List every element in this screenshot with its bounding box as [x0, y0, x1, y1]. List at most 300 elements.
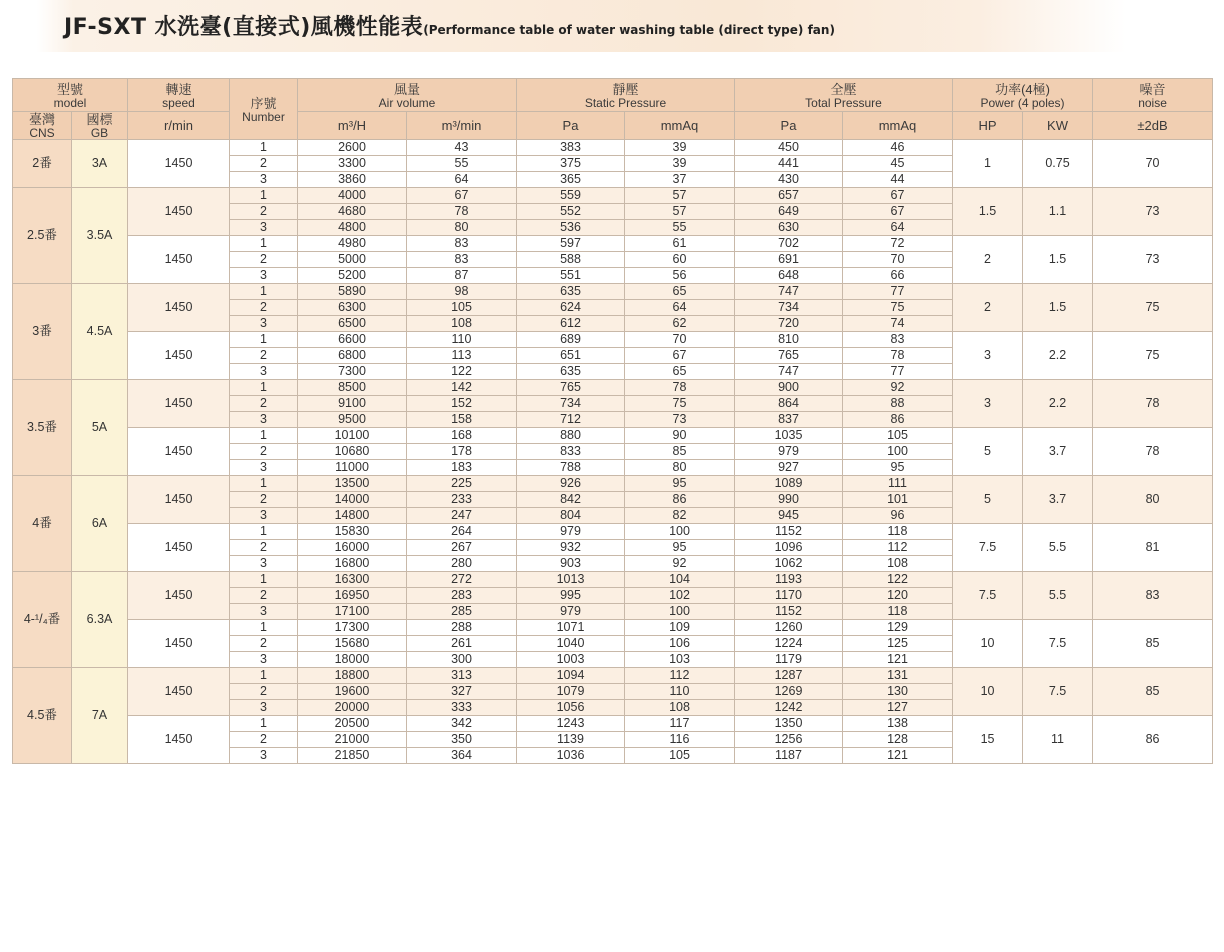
- speed-cell: 1450: [128, 332, 230, 380]
- air-m3min-cell: 142: [407, 380, 517, 396]
- header-total-pressure: [735, 79, 953, 112]
- air-m3min-cell: 364: [407, 748, 517, 764]
- total-pa-cell: 1287: [735, 668, 843, 684]
- number-cell: 3: [230, 412, 298, 428]
- header-total-unit-pa: Pa: [735, 112, 843, 140]
- static-mmaq-cell: 110: [625, 684, 735, 700]
- air-m3min-cell: 108: [407, 316, 517, 332]
- number-cell: 3: [230, 556, 298, 572]
- header-cns-zh: 臺灣: [28, 112, 55, 127]
- number-cell: 3: [230, 268, 298, 284]
- header-cns-en: CNS: [29, 126, 55, 140]
- total-mmaq-cell: 72: [843, 236, 953, 252]
- air-m3min-cell: 87: [407, 268, 517, 284]
- static-mmaq-cell: 62: [625, 316, 735, 332]
- air-m3min-cell: 83: [407, 252, 517, 268]
- number-cell: 3: [230, 604, 298, 620]
- total-mmaq-cell: 125: [843, 636, 953, 652]
- noise-cell: 85: [1093, 668, 1213, 716]
- total-mmaq-cell: 70: [843, 252, 953, 268]
- static-mmaq-cell: 75: [625, 396, 735, 412]
- total-mmaq-cell: 92: [843, 380, 953, 396]
- static-mmaq-cell: 82: [625, 508, 735, 524]
- total-pa-cell: 927: [735, 460, 843, 476]
- noise-cell: 75: [1093, 284, 1213, 332]
- air-m3h-cell: 3860: [298, 172, 407, 188]
- air-m3h-cell: 10680: [298, 444, 407, 460]
- number-cell: 3: [230, 508, 298, 524]
- total-pa-cell: 1035: [735, 428, 843, 444]
- table-row: [13, 284, 1213, 300]
- performance-table: [12, 78, 1213, 764]
- static-mmaq-cell: 92: [625, 556, 735, 572]
- air-m3min-cell: 105: [407, 300, 517, 316]
- air-m3h-cell: 18800: [298, 668, 407, 684]
- number-cell: 1: [230, 140, 298, 156]
- table-body: [13, 140, 1213, 764]
- power-hp-cell: 5: [953, 428, 1023, 476]
- static-mmaq-cell: 116: [625, 732, 735, 748]
- total-pa-cell: 1187: [735, 748, 843, 764]
- static-mmaq-cell: 95: [625, 476, 735, 492]
- number-cell: 2: [230, 732, 298, 748]
- power-hp-cell: 2: [953, 236, 1023, 284]
- total-mmaq-cell: 127: [843, 700, 953, 716]
- number-cell: 1: [230, 188, 298, 204]
- header-speed-en: speed: [162, 95, 195, 110]
- speed-cell: 1450: [128, 476, 230, 524]
- header-speed-unit: r/min: [128, 112, 230, 140]
- header-cns: [13, 112, 72, 140]
- noise-cell: 85: [1093, 620, 1213, 668]
- total-pa-cell: 1152: [735, 524, 843, 540]
- header-air-en: Air volume: [378, 95, 436, 110]
- air-m3min-cell: 158: [407, 412, 517, 428]
- number-cell: 1: [230, 380, 298, 396]
- static-pa-cell: 842: [517, 492, 625, 508]
- total-pa-cell: 1224: [735, 636, 843, 652]
- number-cell: 1: [230, 332, 298, 348]
- header-model-zh: 型號: [56, 81, 83, 97]
- header-static-en: Static Pressure: [584, 95, 667, 110]
- air-m3h-cell: 17300: [298, 620, 407, 636]
- air-m3h-cell: 9100: [298, 396, 407, 412]
- air-m3min-cell: 110: [407, 332, 517, 348]
- total-pa-cell: 450: [735, 140, 843, 156]
- power-kw-cell: 3.7: [1023, 476, 1093, 524]
- static-pa-cell: 365: [517, 172, 625, 188]
- total-mmaq-cell: 120: [843, 588, 953, 604]
- number-cell: 2: [230, 300, 298, 316]
- static-mmaq-cell: 80: [625, 460, 735, 476]
- static-pa-cell: 375: [517, 156, 625, 172]
- air-m3h-cell: 16000: [298, 540, 407, 556]
- total-mmaq-cell: 112: [843, 540, 953, 556]
- speed-cell: 1450: [128, 572, 230, 620]
- total-mmaq-cell: 74: [843, 316, 953, 332]
- model-cns: 3.5番: [13, 380, 72, 476]
- total-mmaq-cell: 111: [843, 476, 953, 492]
- number-cell: 1: [230, 236, 298, 252]
- total-pa-cell: 1193: [735, 572, 843, 588]
- static-pa-cell: 734: [517, 396, 625, 412]
- header-power-zh: 功率(4極): [995, 81, 1050, 97]
- header-noise-zh: 噪音: [1139, 81, 1166, 97]
- model-cns: 3番: [13, 284, 72, 380]
- speed-cell: 1450: [128, 188, 230, 236]
- number-cell: 3: [230, 700, 298, 716]
- header-total-zh: 全壓: [830, 81, 857, 97]
- total-pa-cell: 720: [735, 316, 843, 332]
- static-pa-cell: 765: [517, 380, 625, 396]
- noise-cell: 70: [1093, 140, 1213, 188]
- power-hp-cell: 1.5: [953, 188, 1023, 236]
- table-row: [13, 140, 1213, 156]
- power-hp-cell: 2: [953, 284, 1023, 332]
- header-air-unit-min: m³/min: [407, 112, 517, 140]
- table-row: [13, 428, 1213, 444]
- static-pa-cell: 903: [517, 556, 625, 572]
- air-m3h-cell: 3300: [298, 156, 407, 172]
- static-mmaq-cell: 55: [625, 220, 735, 236]
- total-mmaq-cell: 45: [843, 156, 953, 172]
- number-cell: 2: [230, 636, 298, 652]
- header-static-unit-mmaq: mmAq: [625, 112, 735, 140]
- air-m3h-cell: 10100: [298, 428, 407, 444]
- header-power-en: Power (4 poles): [980, 95, 1065, 110]
- static-pa-cell: 1013: [517, 572, 625, 588]
- static-mmaq-cell: 108: [625, 700, 735, 716]
- number-cell: 2: [230, 588, 298, 604]
- static-mmaq-cell: 103: [625, 652, 735, 668]
- air-m3h-cell: 14800: [298, 508, 407, 524]
- table-row: [13, 380, 1213, 396]
- static-pa-cell: 1079: [517, 684, 625, 700]
- air-m3h-cell: 21850: [298, 748, 407, 764]
- air-m3min-cell: 300: [407, 652, 517, 668]
- power-kw-cell: 2.2: [1023, 380, 1093, 428]
- power-kw-cell: 5.5: [1023, 524, 1093, 572]
- total-pa-cell: 630: [735, 220, 843, 236]
- model-gb: 3A: [72, 140, 128, 188]
- total-pa-cell: 430: [735, 172, 843, 188]
- number-cell: 3: [230, 748, 298, 764]
- air-m3min-cell: 122: [407, 364, 517, 380]
- static-pa-cell: 651: [517, 348, 625, 364]
- number-cell: 3: [230, 220, 298, 236]
- model-gb: 5A: [72, 380, 128, 476]
- air-m3h-cell: 7300: [298, 364, 407, 380]
- model-gb: 4.5A: [72, 284, 128, 380]
- header-power: [953, 79, 1093, 112]
- power-kw-cell: 2.2: [1023, 332, 1093, 380]
- static-pa-cell: 926: [517, 476, 625, 492]
- static-mmaq-cell: 112: [625, 668, 735, 684]
- table-row: [13, 668, 1213, 684]
- static-pa-cell: 880: [517, 428, 625, 444]
- air-m3min-cell: 247: [407, 508, 517, 524]
- air-m3h-cell: 2600: [298, 140, 407, 156]
- static-pa-cell: 635: [517, 284, 625, 300]
- speed-cell: 1450: [128, 668, 230, 716]
- number-cell: 1: [230, 668, 298, 684]
- air-m3min-cell: 64: [407, 172, 517, 188]
- power-kw-cell: 5.5: [1023, 572, 1093, 620]
- table-row: [13, 716, 1213, 732]
- noise-cell: 86: [1093, 716, 1213, 764]
- number-cell: 2: [230, 252, 298, 268]
- model-cns: 4.5番: [13, 668, 72, 764]
- noise-cell: 81: [1093, 524, 1213, 572]
- total-mmaq-cell: 66: [843, 268, 953, 284]
- header-speed: [128, 79, 230, 112]
- speed-cell: 1450: [128, 236, 230, 284]
- number-cell: 3: [230, 652, 298, 668]
- air-m3min-cell: 285: [407, 604, 517, 620]
- static-pa-cell: 635: [517, 364, 625, 380]
- model-cns: 2.5番: [13, 188, 72, 284]
- static-mmaq-cell: 64: [625, 300, 735, 316]
- total-pa-cell: 864: [735, 396, 843, 412]
- static-pa-cell: 788: [517, 460, 625, 476]
- header-air-volume: [298, 79, 517, 112]
- static-mmaq-cell: 102: [625, 588, 735, 604]
- total-pa-cell: 837: [735, 412, 843, 428]
- total-mmaq-cell: 122: [843, 572, 953, 588]
- page-title: [64, 10, 835, 44]
- total-mmaq-cell: 129: [843, 620, 953, 636]
- power-kw-cell: 0.75: [1023, 140, 1093, 188]
- noise-cell: 73: [1093, 236, 1213, 284]
- static-mmaq-cell: 85: [625, 444, 735, 460]
- total-mmaq-cell: 100: [843, 444, 953, 460]
- static-mmaq-cell: 39: [625, 140, 735, 156]
- static-pa-cell: 588: [517, 252, 625, 268]
- header-db: ±2dB: [1093, 112, 1213, 140]
- air-m3h-cell: 17100: [298, 604, 407, 620]
- power-kw-cell: 3.7: [1023, 428, 1093, 476]
- power-kw-cell: 1.5: [1023, 236, 1093, 284]
- static-mmaq-cell: 100: [625, 604, 735, 620]
- total-mmaq-cell: 105: [843, 428, 953, 444]
- number-cell: 1: [230, 476, 298, 492]
- air-m3min-cell: 342: [407, 716, 517, 732]
- number-cell: 2: [230, 396, 298, 412]
- static-pa-cell: 712: [517, 412, 625, 428]
- power-kw-cell: 1.1: [1023, 188, 1093, 236]
- header-gb-zh: 國標: [86, 112, 113, 127]
- air-m3h-cell: 5890: [298, 284, 407, 300]
- total-mmaq-cell: 86: [843, 412, 953, 428]
- header-kw: KW: [1023, 112, 1093, 140]
- air-m3h-cell: 16800: [298, 556, 407, 572]
- static-mmaq-cell: 109: [625, 620, 735, 636]
- static-mmaq-cell: 78: [625, 380, 735, 396]
- total-pa-cell: 657: [735, 188, 843, 204]
- header-noise: [1093, 79, 1213, 112]
- total-pa-cell: 691: [735, 252, 843, 268]
- static-pa-cell: 1003: [517, 652, 625, 668]
- static-mmaq-cell: 56: [625, 268, 735, 284]
- total-mmaq-cell: 95: [843, 460, 953, 476]
- static-mmaq-cell: 67: [625, 348, 735, 364]
- header-model: [13, 79, 128, 112]
- header-number: [230, 79, 298, 140]
- total-mmaq-cell: 67: [843, 188, 953, 204]
- model-gb: 3.5A: [72, 188, 128, 284]
- air-m3min-cell: 67: [407, 188, 517, 204]
- static-pa-cell: 1243: [517, 716, 625, 732]
- noise-cell: 83: [1093, 572, 1213, 620]
- number-cell: 2: [230, 156, 298, 172]
- total-mmaq-cell: 121: [843, 652, 953, 668]
- model-cns: 2番: [13, 140, 72, 188]
- total-mmaq-cell: 67: [843, 204, 953, 220]
- total-mmaq-cell: 108: [843, 556, 953, 572]
- speed-cell: 1450: [128, 716, 230, 764]
- air-m3min-cell: 350: [407, 732, 517, 748]
- header-total-en: Total Pressure: [805, 95, 882, 110]
- noise-cell: 80: [1093, 476, 1213, 524]
- static-pa-cell: 1094: [517, 668, 625, 684]
- static-mmaq-cell: 65: [625, 364, 735, 380]
- air-m3h-cell: 6800: [298, 348, 407, 364]
- power-hp-cell: 3: [953, 380, 1023, 428]
- total-mmaq-cell: 121: [843, 748, 953, 764]
- noise-cell: 75: [1093, 332, 1213, 380]
- total-pa-cell: 734: [735, 300, 843, 316]
- air-m3h-cell: 6600: [298, 332, 407, 348]
- header-hp: HP: [953, 112, 1023, 140]
- header-gb-en: GB: [90, 126, 109, 140]
- air-m3h-cell: 6300: [298, 300, 407, 316]
- number-cell: 1: [230, 284, 298, 300]
- total-pa-cell: 1260: [735, 620, 843, 636]
- air-m3h-cell: 4000: [298, 188, 407, 204]
- static-mmaq-cell: 73: [625, 412, 735, 428]
- title-main: JF-SXT 水洗臺(直接式)風機性能表: [64, 15, 424, 40]
- total-mmaq-cell: 128: [843, 732, 953, 748]
- static-pa-cell: 1036: [517, 748, 625, 764]
- air-m3h-cell: 16950: [298, 588, 407, 604]
- title-sub: (Performance table of water washing table (direct type) fan): [423, 23, 835, 37]
- static-pa-cell: 597: [517, 236, 625, 252]
- table-row: [13, 620, 1213, 636]
- power-kw-cell: 11: [1023, 716, 1093, 764]
- total-pa-cell: 702: [735, 236, 843, 252]
- total-pa-cell: 1062: [735, 556, 843, 572]
- static-pa-cell: 995: [517, 588, 625, 604]
- total-pa-cell: 441: [735, 156, 843, 172]
- air-m3min-cell: 55: [407, 156, 517, 172]
- header-speed-zh: 轉速: [165, 81, 192, 97]
- static-pa-cell: 1071: [517, 620, 625, 636]
- static-mmaq-cell: 95: [625, 540, 735, 556]
- header-static-unit-pa: Pa: [517, 112, 625, 140]
- static-pa-cell: 1056: [517, 700, 625, 716]
- static-mmaq-cell: 70: [625, 332, 735, 348]
- air-m3h-cell: 18000: [298, 652, 407, 668]
- air-m3h-cell: 5200: [298, 268, 407, 284]
- speed-cell: 1450: [128, 524, 230, 572]
- model-gb: 7A: [72, 668, 128, 764]
- air-m3min-cell: 288: [407, 620, 517, 636]
- header-static-pressure: [517, 79, 735, 112]
- static-mmaq-cell: 90: [625, 428, 735, 444]
- total-pa-cell: 1096: [735, 540, 843, 556]
- air-m3h-cell: 19600: [298, 684, 407, 700]
- header-gb: [72, 112, 128, 140]
- model-gb: 6.3A: [72, 572, 128, 668]
- total-mmaq-cell: 78: [843, 348, 953, 364]
- air-m3h-cell: 4680: [298, 204, 407, 220]
- table-row: [13, 524, 1213, 540]
- static-mmaq-cell: 60: [625, 252, 735, 268]
- noise-cell: 73: [1093, 188, 1213, 236]
- total-pa-cell: 1179: [735, 652, 843, 668]
- number-cell: 1: [230, 428, 298, 444]
- static-pa-cell: 689: [517, 332, 625, 348]
- static-mmaq-cell: 105: [625, 748, 735, 764]
- table-row: [13, 332, 1213, 348]
- total-pa-cell: 747: [735, 284, 843, 300]
- air-m3h-cell: 15680: [298, 636, 407, 652]
- air-m3min-cell: 78: [407, 204, 517, 220]
- header-total-unit-mmaq: mmAq: [843, 112, 953, 140]
- total-pa-cell: 765: [735, 348, 843, 364]
- header-number-en: Number: [242, 109, 285, 124]
- air-m3min-cell: 178: [407, 444, 517, 460]
- total-pa-cell: 945: [735, 508, 843, 524]
- speed-cell: 1450: [128, 620, 230, 668]
- air-m3h-cell: 5000: [298, 252, 407, 268]
- total-mmaq-cell: 138: [843, 716, 953, 732]
- speed-cell: 1450: [128, 140, 230, 188]
- air-m3min-cell: 80: [407, 220, 517, 236]
- power-hp-cell: 1: [953, 140, 1023, 188]
- static-pa-cell: 804: [517, 508, 625, 524]
- total-mmaq-cell: 83: [843, 332, 953, 348]
- air-m3min-cell: 283: [407, 588, 517, 604]
- air-m3min-cell: 168: [407, 428, 517, 444]
- static-mmaq-cell: 117: [625, 716, 735, 732]
- header-air-zh: 風量: [393, 81, 420, 97]
- total-mmaq-cell: 77: [843, 364, 953, 380]
- air-m3min-cell: 83: [407, 236, 517, 252]
- total-mmaq-cell: 88: [843, 396, 953, 412]
- static-pa-cell: 559: [517, 188, 625, 204]
- number-cell: 1: [230, 572, 298, 588]
- total-pa-cell: 1350: [735, 716, 843, 732]
- table-row: [13, 236, 1213, 252]
- number-cell: 3: [230, 316, 298, 332]
- table-row: [13, 572, 1213, 588]
- static-mmaq-cell: 100: [625, 524, 735, 540]
- static-pa-cell: 1040: [517, 636, 625, 652]
- total-pa-cell: 1170: [735, 588, 843, 604]
- number-cell: 2: [230, 204, 298, 220]
- table-row: [13, 188, 1213, 204]
- static-pa-cell: 536: [517, 220, 625, 236]
- power-kw-cell: 7.5: [1023, 668, 1093, 716]
- air-m3h-cell: 16300: [298, 572, 407, 588]
- total-pa-cell: 1089: [735, 476, 843, 492]
- number-cell: 2: [230, 492, 298, 508]
- air-m3min-cell: 327: [407, 684, 517, 700]
- air-m3h-cell: 6500: [298, 316, 407, 332]
- air-m3min-cell: 225: [407, 476, 517, 492]
- air-m3h-cell: 21000: [298, 732, 407, 748]
